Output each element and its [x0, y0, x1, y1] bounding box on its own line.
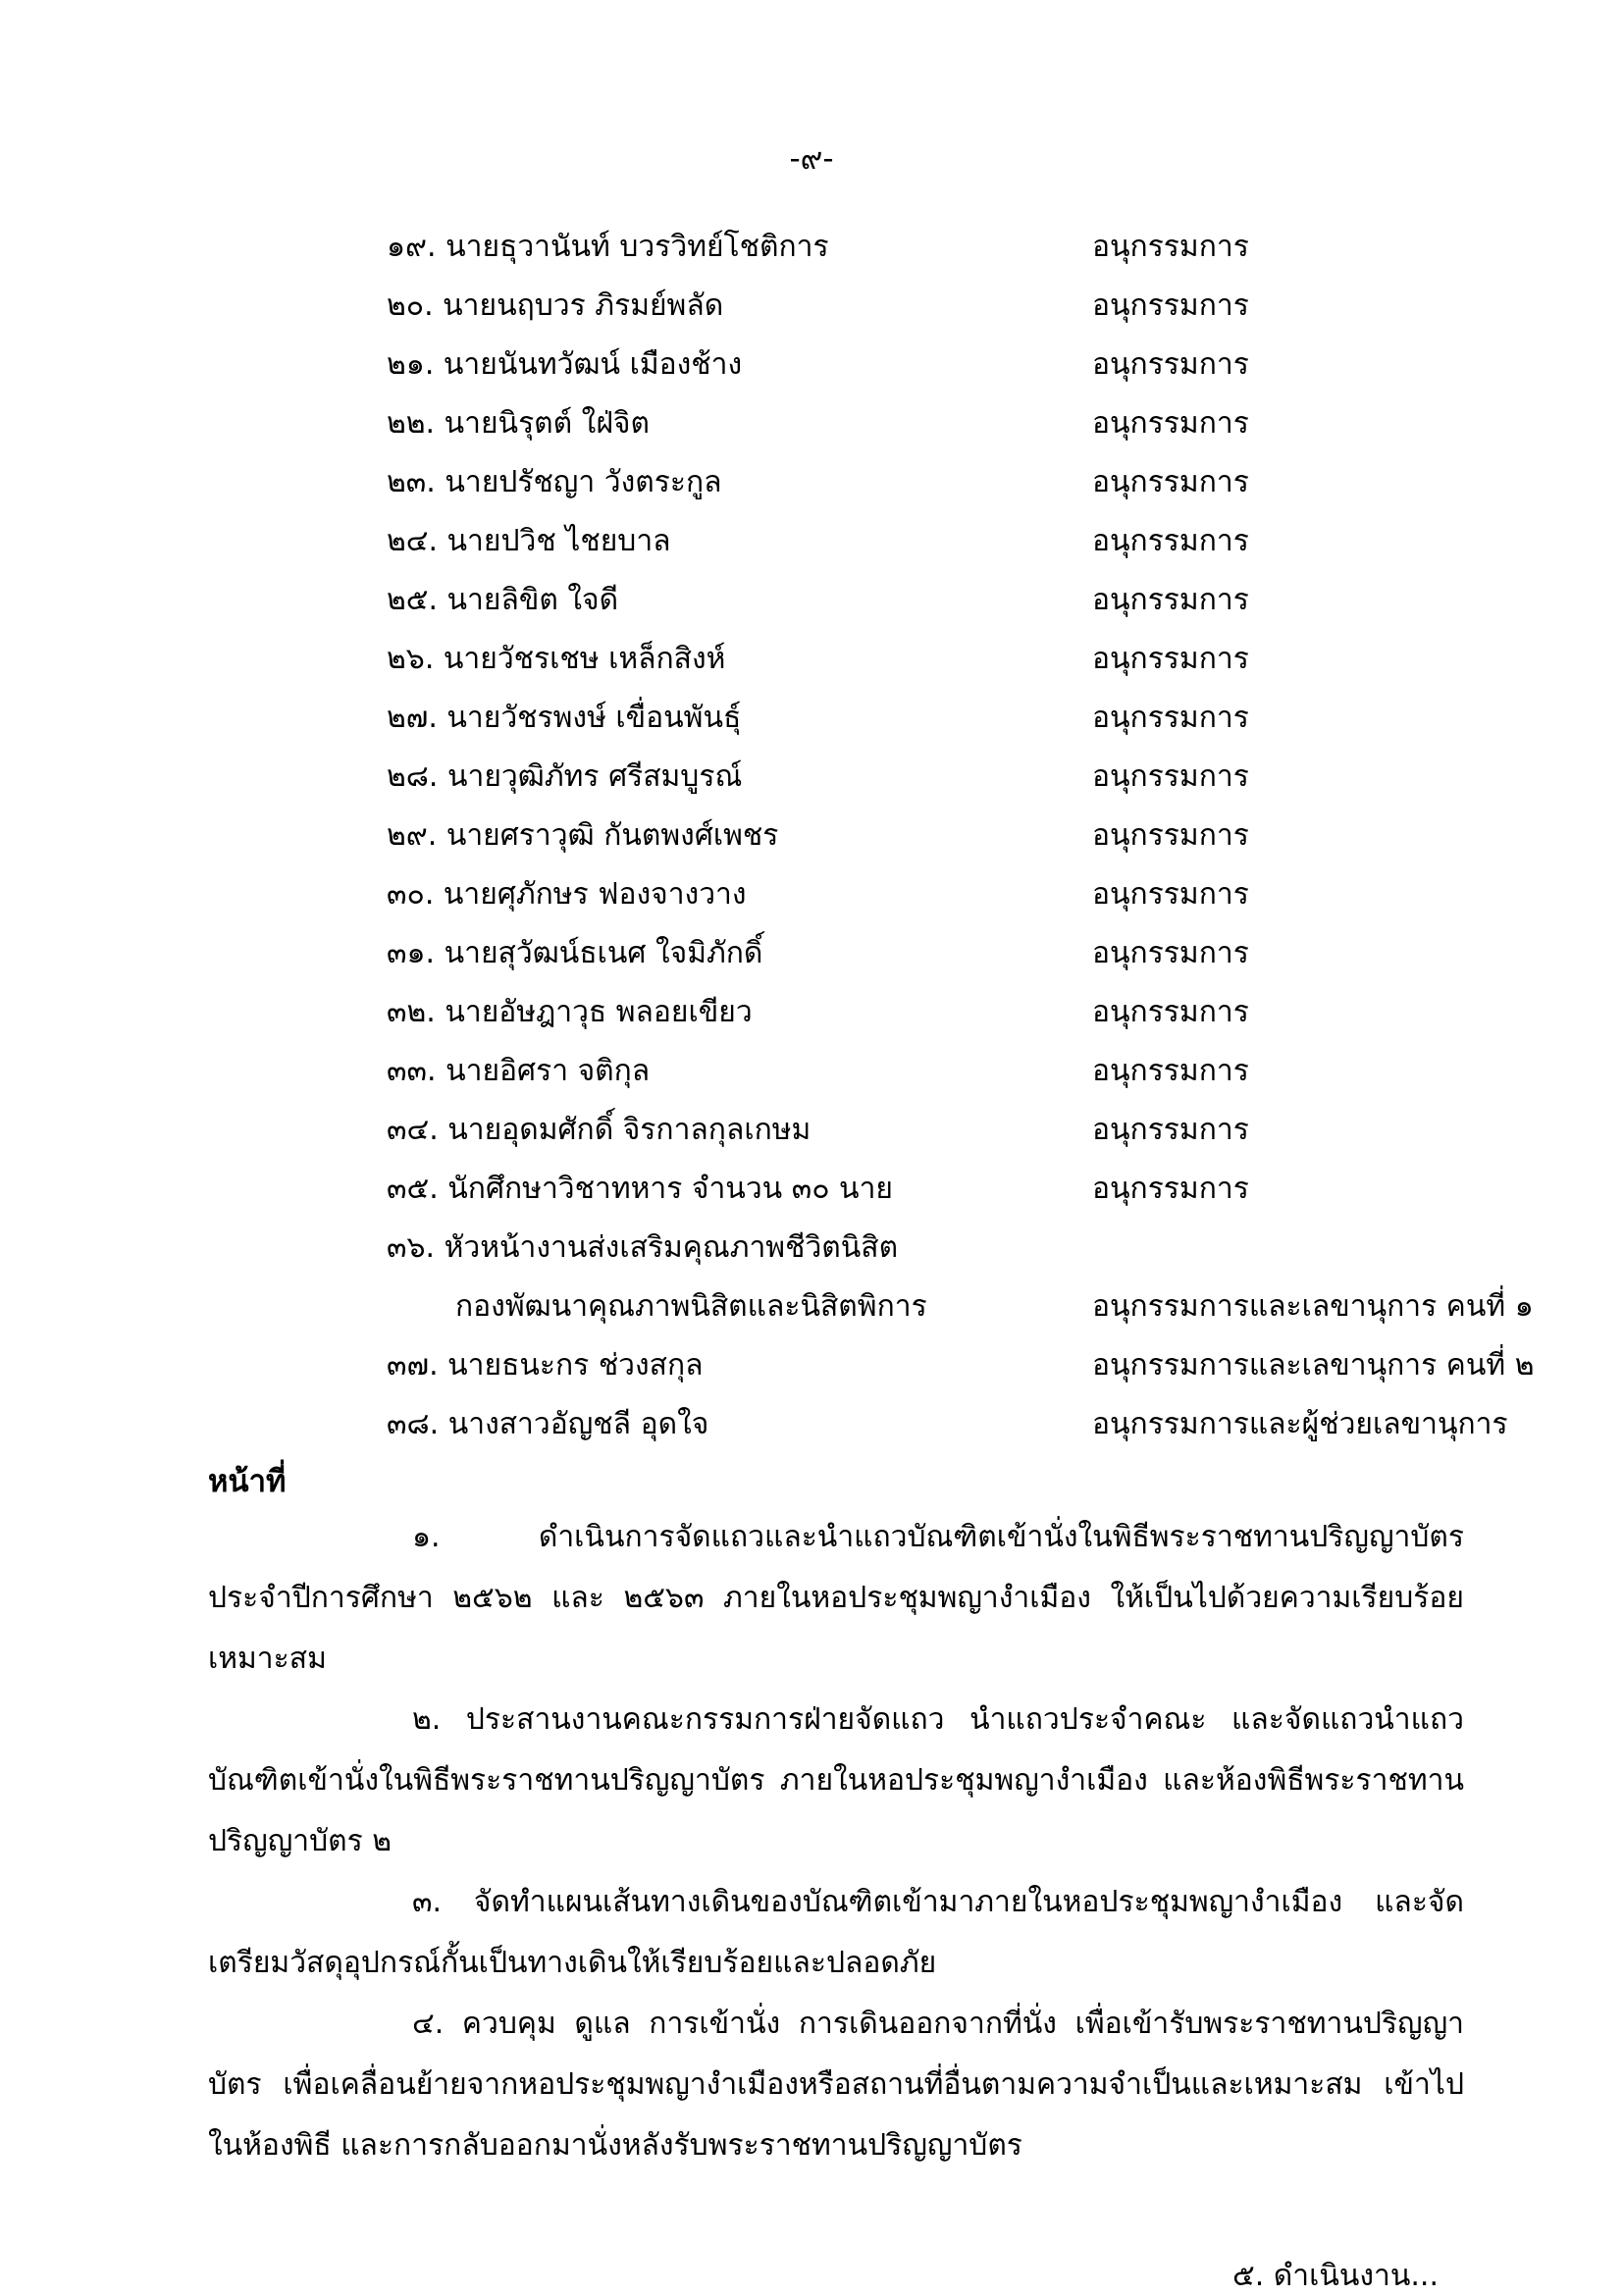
- duty-paragraph: ๒. ประสานงานคณะกรรมการฝ่ายจัดแถว นำแถวประจำคณะ และจัดแถวนำแถวบัณฑิตเข้านั่งในพิธีพระราชทานปริญญาบัตร ภายในหอประชุมพญางำเมือง และห้องพิธีพระราชทานปริญญาบัตร ๒: [208, 1702, 1464, 1858]
- member-row: [0, 453, 1623, 512]
- member-row: [0, 571, 1623, 630]
- duties-heading: หน้าที่: [208, 1464, 287, 1499]
- member-role: อนุกรรมการ: [1092, 524, 1249, 558]
- member-role: อนุกรรมการ: [1092, 406, 1249, 441]
- member-row: [0, 865, 1623, 924]
- member-row: [0, 1219, 1623, 1278]
- member-role: อนุกรรมการ: [1092, 642, 1249, 676]
- member-row: [0, 807, 1623, 865]
- member-name: ๓๐. นายศุภักษร ฟองจางวาง: [387, 877, 747, 912]
- member-name: ๒๒. นายนิรุตต์ ใฝ่จิต: [387, 406, 650, 441]
- member-role: อนุกรรมการ: [1092, 759, 1249, 794]
- member-role: อนุกรรมการ: [1092, 230, 1249, 264]
- duty-paragraph: ๑. ดำเนินการจัดแถวและนำแถวบัณฑิตเข้านั่งในพิธีพระราชทานปริญญาบัตร ประจำปีการศึกษา ๒๕๖๒ และ ๒๕๖๓ ภายในหอประชุมพญางำเมือง ให้เป็นไปด้วยความเรียบร้อย เหมาะสม: [208, 1520, 1464, 1676]
- member-row: [0, 1395, 1623, 1454]
- member-name: ๒๕. นายลิขิต ใจดี: [387, 583, 619, 617]
- member-role: อนุกรรมการ: [1092, 465, 1249, 499]
- member-row: [0, 1336, 1623, 1395]
- member-name: ๒๙. นายศราวุฒิ กันตพงศ์เพชร: [387, 818, 779, 853]
- member-name: ๒๓. นายปรัชญา วังตระกูล: [387, 465, 722, 499]
- member-row: [0, 277, 1623, 336]
- member-name: ๓๒. นายอัษฎาวุธ พลอยเขียว: [387, 995, 753, 1029]
- member-name: ๓๔. นายอุดมศักดิ์ จิรกาลกุลเกษม: [387, 1113, 812, 1147]
- member-row: [0, 689, 1623, 748]
- member-row: [0, 630, 1623, 689]
- member-row: [0, 983, 1623, 1042]
- member-name: ๓๖. หัวหน้างานส่งเสริมคุณภาพชีวิตนิสิต: [387, 1230, 899, 1265]
- member-row: [0, 1042, 1623, 1101]
- member-role: อนุกรรมการและเลขานุการ คนที่ ๒: [1092, 1348, 1535, 1383]
- member-name: ๒๘. นายวุฒิภัทร ศรีสมบูรณ์: [387, 759, 743, 794]
- duty-paragraph: ๔. ควบคุม ดูแล การเข้านั่ง การเดินออกจากที่นั่ง เพื่อเข้ารับพระราชทานปริญญาบัตร เพื่อเคลื่อนย้ายจากหอประชุมพญางำเมืองหรือสถานที่อื่นตามความจำเป็นและเหมาะสม เข้าไปในห้องพิธี และการกลับออกมานั่งหลังรับพระราชทานปริญญาบัตร: [208, 2007, 1464, 2163]
- member-name: ๒๗. นายวัชรพงษ์ เขื่อนพันธุ์: [387, 701, 742, 735]
- member-name: ๓๑. นายสุวัฒน์ธเนศ ใจมิภักดิ์: [387, 936, 763, 970]
- member-name: กองพัฒนาคุณภาพนิสิตและนิสิตพิการ: [455, 1289, 927, 1324]
- duties-list: [208, 1507, 1464, 2176]
- member-name: ๑๙. นายธุวานันท์ บวรวิทย์โชติการ: [387, 230, 829, 264]
- member-role: อนุกรรมการ: [1092, 877, 1249, 912]
- member-name: ๓๘. นางสาวอัญชลี อุดใจ: [387, 1407, 709, 1441]
- member-row: [0, 1101, 1623, 1160]
- member-row: [0, 336, 1623, 394]
- member-row: [0, 512, 1623, 571]
- member-role: อนุกรรมการ: [1092, 347, 1249, 382]
- member-name: ๓๓. นายอิศรา จติกุล: [387, 1054, 651, 1088]
- duty-paragraph: ๓. จัดทำแผนเส้นทางเดินของบัณฑิตเข้ามาภายในหอประชุมพญางำเมือง และจัดเตรียมวัสดุอุปกรณ์กั้นเป็นทางเดินให้เรียบร้อยและปลอดภัย: [208, 1885, 1464, 1980]
- member-row: [0, 218, 1623, 277]
- member-role: อนุกรรมการ: [1092, 1172, 1249, 1206]
- member-role: อนุกรรมการ: [1092, 995, 1249, 1029]
- member-name: ๒๖. นายวัชรเชษ เหล็กสิงห์: [387, 642, 726, 676]
- member-role: อนุกรรมการ: [1092, 1054, 1249, 1088]
- member-name: ๒๑. นายนันทวัฒน์ เมืองช้าง: [387, 347, 743, 382]
- member-name: ๒๐. นายนฤบวร ภิรมย์พลัด: [387, 288, 724, 323]
- member-name: ๓๗. นายธนะกร ช่วงสกุล: [387, 1348, 704, 1383]
- member-name: ๓๕. นักศึกษาวิชาทหาร จำนวน ๓๐ นาย: [387, 1172, 893, 1206]
- member-row: [0, 394, 1623, 453]
- member-row: [0, 924, 1623, 983]
- member-role: อนุกรรมการ: [1092, 288, 1249, 323]
- member-role: อนุกรรมการ: [1092, 1113, 1249, 1147]
- member-row: [0, 1278, 1623, 1336]
- member-role: อนุกรรมการ: [1092, 936, 1249, 970]
- member-role: อนุกรรมการและผู้ช่วยเลขานุการ: [1092, 1407, 1508, 1441]
- member-role: อนุกรรมการ: [1092, 701, 1249, 735]
- page-number: -๙-: [789, 141, 834, 177]
- continuation-text: ๕. ดำเนินงาน...: [1232, 2259, 1439, 2293]
- member-list: [0, 218, 1623, 1454]
- member-name: ๒๔. นายปวิช ไชยบาล: [387, 524, 671, 558]
- member-role: อนุกรรมการ: [1092, 583, 1249, 617]
- member-role: อนุกรรมการ: [1092, 818, 1249, 853]
- member-role: อนุกรรมการและเลขานุการ คนที่ ๑: [1092, 1289, 1534, 1324]
- member-row: [0, 748, 1623, 807]
- member-row: [0, 1160, 1623, 1219]
